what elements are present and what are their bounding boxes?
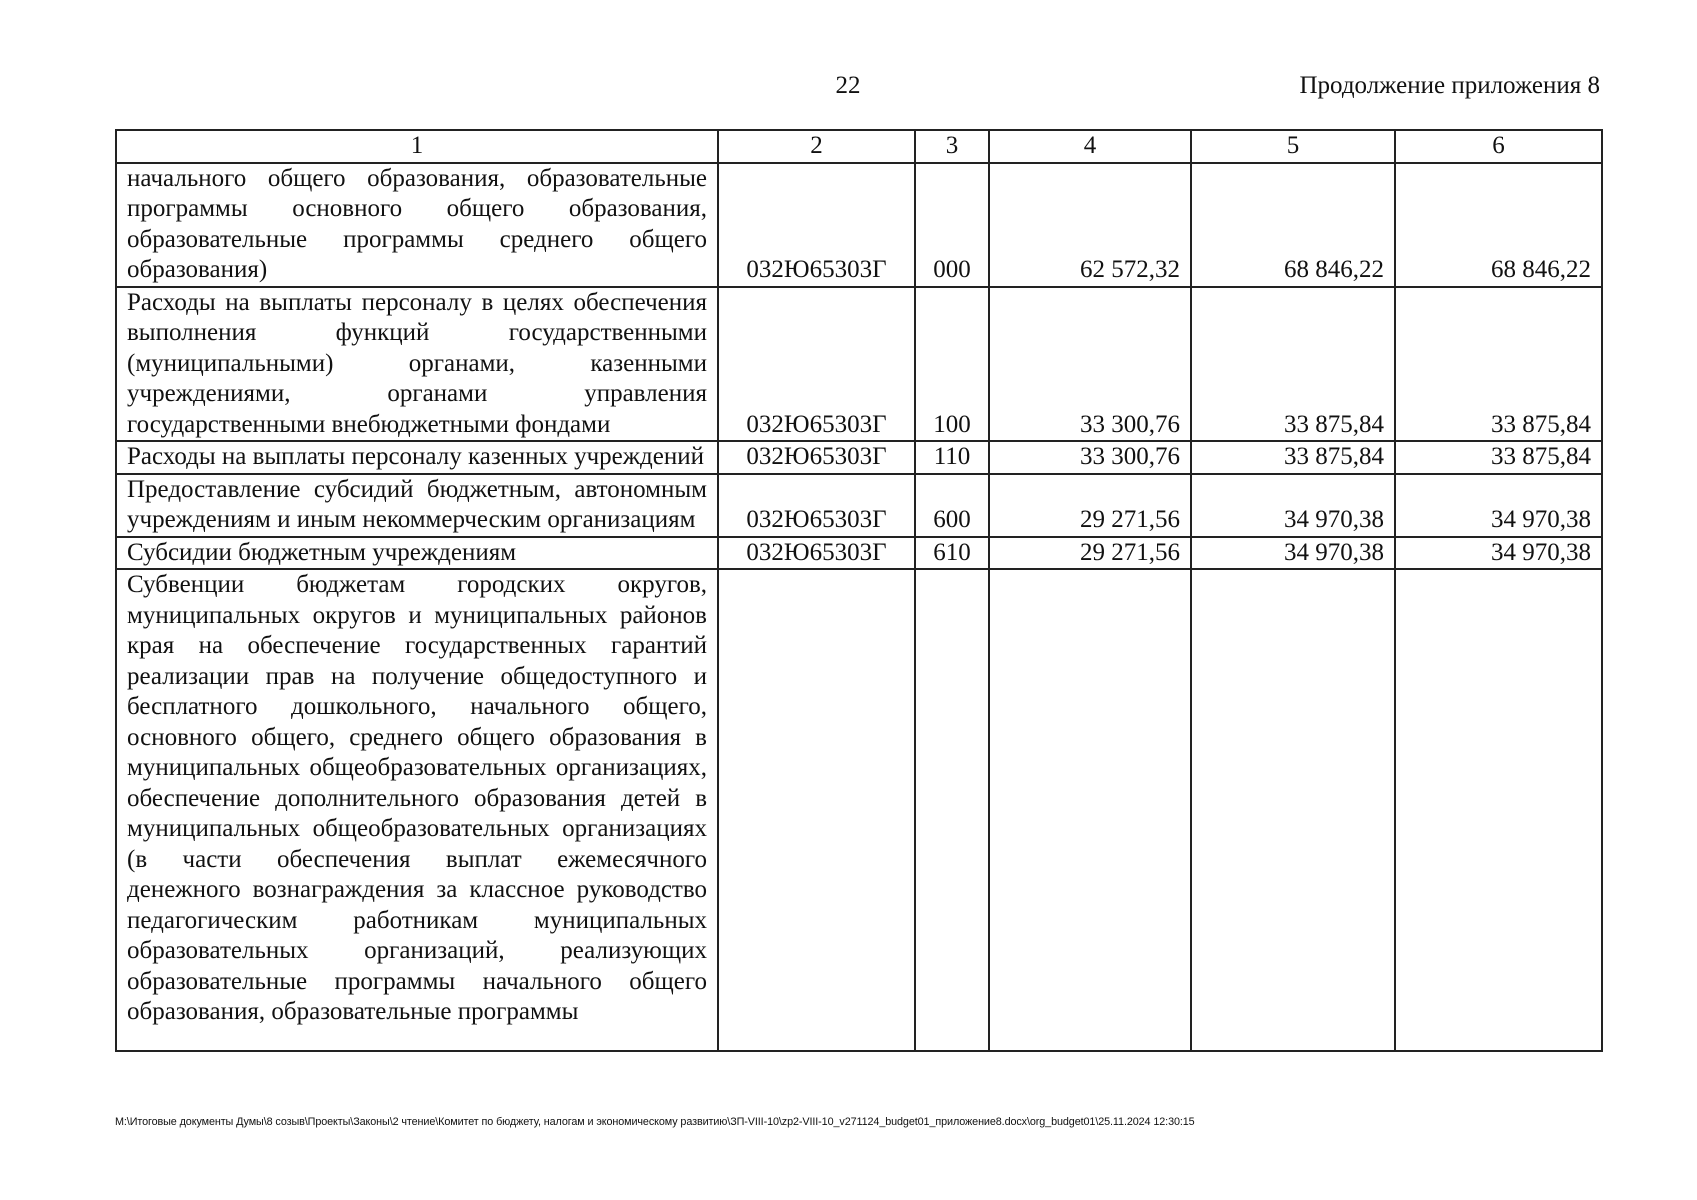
row-value-col5 xyxy=(1191,569,1395,1051)
appendix-label: Продолжение приложения 8 xyxy=(1299,72,1600,99)
row-value-col4: 29 271,56 xyxy=(989,537,1191,570)
row-value-col5: 34 970,38 xyxy=(1191,474,1395,537)
column-header: 1 xyxy=(116,130,718,163)
row-expense-kind: 110 xyxy=(915,441,989,474)
row-target-code: 032Ю65303Г xyxy=(718,441,915,474)
row-value-col4 xyxy=(989,569,1191,1051)
row-value-col4: 33 300,76 xyxy=(989,441,1191,474)
row-value-col6: 33 875,84 xyxy=(1395,441,1602,474)
row-value-col6: 34 970,38 xyxy=(1395,474,1602,537)
row-target-code xyxy=(718,569,915,1051)
row-value-col4: 62 572,32 xyxy=(989,163,1191,287)
table-row xyxy=(116,474,1602,537)
table-row xyxy=(116,569,1602,1051)
file-path-footer: М:\Итоговые документы Думы\8 созыв\Проекты\Законы\2 чтение\Комитет по бюджету, налогам и экономическому развитию\ЗП-VIII-10\zp2-VIII-10_v271124_budget01_приложение8.docx\org_budget01\25.11.2024 12:30:15 xyxy=(115,1116,1195,1128)
row-target-code: 032Ю65303Г xyxy=(718,537,915,570)
page-number: 22 xyxy=(835,72,861,99)
row-value-col4: 29 271,56 xyxy=(989,474,1191,537)
row-expense-kind: 610 xyxy=(915,537,989,570)
row-expense-kind: 000 xyxy=(915,163,989,287)
column-header: 6 xyxy=(1395,130,1602,163)
row-value-col5: 34 970,38 xyxy=(1191,537,1395,570)
table-row xyxy=(116,537,1602,570)
row-target-code: 032Ю65303Г xyxy=(718,474,915,537)
row-value-col6: 33 875,84 xyxy=(1395,287,1602,442)
row-description: Субсидии бюджетным учреждениям xyxy=(116,537,718,570)
row-description: Субвенции бюджетам городских округов, муниципальных округов и муниципальных районов края на обеспечение государственных гарантий реализации прав на получение общедоступного и бесплатного дошкольного, начального общего, основного общего, среднего общего образования в муниципальных общеобразовательных организациях, обеспечение дополнительного образования детей в муниципальных общеобразовательных организациях (в части обеспечения выплат ежемесячного денежного вознаграждения за классное руководство педагогическим работникам муниципальных образовательных организаций, реализующих образовательные программы начального общего образования, образовательные программы xyxy=(116,569,718,1051)
row-value-col5: 33 875,84 xyxy=(1191,287,1395,442)
row-expense-kind: 600 xyxy=(915,474,989,537)
column-header: 4 xyxy=(989,130,1191,163)
row-target-code: 032Ю65303Г xyxy=(718,287,915,442)
table-row xyxy=(116,441,1602,474)
table-row xyxy=(116,287,1602,442)
row-value-col4: 33 300,76 xyxy=(989,287,1191,442)
column-header: 2 xyxy=(718,130,915,163)
row-value-col6: 68 846,22 xyxy=(1395,163,1602,287)
row-description: Предоставление субсидий бюджетным, автономным учреждениям и иным некоммерческим организациям xyxy=(116,474,718,537)
column-header: 3 xyxy=(915,130,989,163)
row-description: Расходы на выплаты персоналу в целях обеспечения выполнения функций государственными (муниципальными) органами, казенными учреждениями, органами управления государственными внебюджетными фондами xyxy=(116,287,718,442)
column-number-row xyxy=(116,130,1602,163)
row-value-col5: 68 846,22 xyxy=(1191,163,1395,287)
row-expense-kind: 100 xyxy=(915,287,989,442)
row-description: Расходы на выплаты персоналу казенных учреждений xyxy=(116,441,718,474)
row-value-col6: 34 970,38 xyxy=(1395,537,1602,570)
row-target-code: 032Ю65303Г xyxy=(718,163,915,287)
row-value-col6 xyxy=(1395,569,1602,1051)
row-description: начального общего образования, образовательные программы основного общего образования, образовательные программы среднего общего образования) xyxy=(116,163,718,287)
row-expense-kind xyxy=(915,569,989,1051)
row-value-col5: 33 875,84 xyxy=(1191,441,1395,474)
table-row xyxy=(116,163,1602,287)
column-header: 5 xyxy=(1191,130,1395,163)
budget-table xyxy=(115,129,1603,1052)
